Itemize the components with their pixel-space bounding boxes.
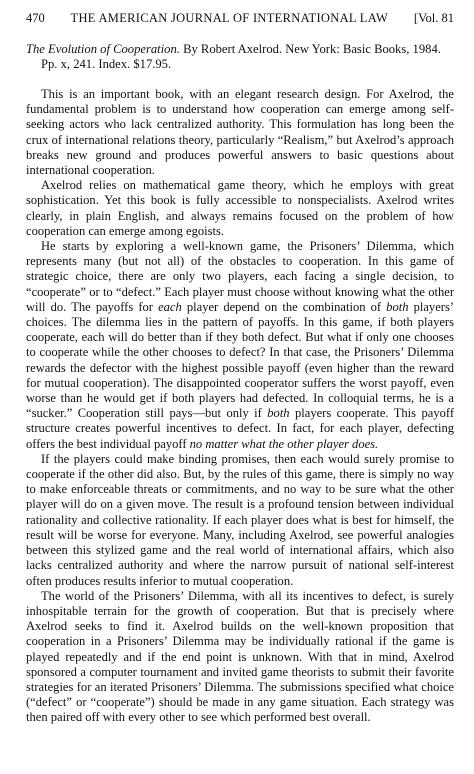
page-number: 470: [26, 11, 45, 25]
emphasis-no-matter: no matter what the other player does.: [189, 436, 379, 451]
emphasis-both: both: [267, 406, 290, 421]
journal-title: THE AMERICAN JOURNAL OF INTERNATIONAL LAW: [70, 11, 389, 25]
emphasis-both: both: [386, 299, 409, 314]
paragraph-4: If the players could make binding promises, then each would surely promise to cooperate if the other did also. But, by the rules of this game, there is simply no way to make enforceable threats or commitments, and no way to be sure what the other player will do on a given move. The result is a profound tension between individual rationality and collective rationality. If each player does what is best for himself, the result will be worse for everyone. Many, including Axelrod, see powerful analogies between this stylized game and the real world of international affairs, which also lacks centralized authority and where the narrow pursuit of national self-interest often produces results inferior to mutual cooperation.: [26, 451, 454, 588]
book-review: [26, 28, 454, 726]
paragraph-3-text: players cooperate. This payoff structure creates powerful incentives to defect. In fact, for each player, defecting offers the best individual payoff: [26, 406, 454, 451]
emphasis-each: each: [158, 299, 182, 314]
paragraph-3-text: He starts by exploring a well-known game, the Prisoners’ Dilemma, which represents many (but not all) of the obstacles to cooperation. In this game of strategic choice, there are only two players, each facing a single decision, to “cooperate” or to “defect.” Each player must choose without knowing what the other will do. The payoffs for: [26, 239, 454, 314]
citation-details: By Robert Axelrod. New York: Basic Books, 1984. Pp. x, 241. Index. $17.95.: [41, 42, 441, 71]
paragraph-1: This is an important book, with an elegant research design. For Axelrod, the fundamental problem is to understand how cooperation can emerge among self-seeking actors who lack centralized authority. This formulation has long been the crux of international relations theory, particularly “Realism,” but Axelrod’s approach breaks new ground and produces powerful answers to basic questions about international cooperation.: [26, 87, 454, 178]
paragraph-5: The world of the Prisoners’ Dilemma, with all its incentives to defect, is surely inhospitable terrain for the growth of cooperation. But that is precisely where Axelrod seeks to find it. Axelrod builds on the well-known proposition that cooperation in a Prisoners’ Dilemma may be individually rational if the game is played repeatedly and if the end point is unknown. With that in mind, Axelrod sponsored a computer tournament and invited game theorists to submit their favorite strategies for an iterated Prisoners’ Dilemma. The submissions specified what choice (“defect” or “cooperate”) should be made in any game situation. Each strategy was then paired off with every other to see which performed best overall.: [26, 588, 454, 725]
running-header: [26, 10, 454, 26]
paragraph-3-text: players’ choices. The dilemma lies in the pattern of payoffs. In this game, if both players cooperate, each will do better than if they both defect. But what if only one chooses to cooperate while the other chooses to defect? In that case, the Prisoners’ Dilemma rewards the defector with the highest possible payoff (even higher than the reward for mutual cooperation). The disappointed cooperator suffers the worst payoff, even worse than he would get if both players had defected. In colloquial terms, he is a “sucker.” Cooperation still pays—but only if: [26, 299, 455, 421]
book-citation: [26, 42, 454, 72]
paragraph-2: Axelrod relies on mathematical game theory, which he employs with great sophistication. Yet this book is fully accessible to nonspecialists. Axelrod writes clearly, in plain English, and always remains focused on the problem of how cooperation can emerge among egoists.: [26, 178, 454, 238]
paragraph-3-text: player depend on the combination of: [181, 299, 387, 314]
book-title: The Evolution of Cooperation.: [26, 42, 180, 56]
volume-label: [Vol. 81: [413, 11, 454, 25]
paragraph-3: [26, 239, 454, 452]
